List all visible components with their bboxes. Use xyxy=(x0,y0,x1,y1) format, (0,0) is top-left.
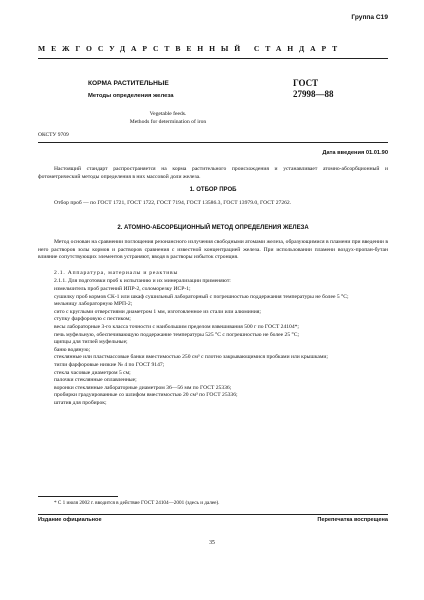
header-rule xyxy=(38,58,388,59)
subsection-intro: 2.1.1. Для подготовки проб к испытанию и их минерализации применяют: xyxy=(54,278,231,284)
list-item: стекла часовые диаметром 5 см; xyxy=(54,369,131,376)
list-item: пробирки градуированные со шлифом вместимостью 20 см³ по ГОСТ 25336; xyxy=(54,392,238,399)
okstu-code: ОКСТУ 9709 xyxy=(38,132,69,138)
section2-text: Метод основан на сравнении поглощения резонансного излучения свободными атомами железа, образующимися в пламени при введении в него растворов золы кормов и растворов сравнения с известной концентрацией железа. При использовании пламени воздух-пропан-бутан влияние сопутствующих элементов устраняют, вводя в растворы избыток стронция. xyxy=(38,239,388,261)
list-item: воронки стеклянные лабораторные диаметром 36—56 мм по ГОСТ 25336; xyxy=(54,384,232,391)
intro-paragraph: Настоящий стандарт распространяется на корма растительного происхождения и устанавливает атомно-абсорбционный и фотометрический методы определения в них массовой доли железа. xyxy=(38,166,388,180)
gost-label: ГОСТ xyxy=(293,78,319,88)
official-edition-label: Издание официальное xyxy=(38,517,102,523)
list-item: стеклянные или пластмассовые банки вместимостью 250 см³ с плотно закрывающимися пробками или крышками; xyxy=(54,354,328,361)
section1-text: Отбор проб — по ГОСТ 1721, ГОСТ 1722, ГОСТ 7194, ГОСТ 13586.3, ГОСТ 13979.0, ГОСТ 27262. xyxy=(54,200,292,206)
list-item: сушилку проб кормов СК-1 или шкаф сушильный лабораторный с погрешностью поддержания температуры не более 5 °С; xyxy=(54,293,349,300)
list-item: баню водяную; xyxy=(54,346,91,353)
equipment-list xyxy=(38,286,388,408)
list-item: печь муфельную, обеспечивающую поддержание температуры 525 °С с погрешностью не более 25 °С; xyxy=(54,331,300,338)
list-item: сито с круглыми отверстиями диаметром 1 мм, изготовленное из стали или алюминия; xyxy=(54,308,261,315)
title-block xyxy=(88,80,278,126)
english-title-line2: Methods for determination of iron xyxy=(129,118,207,125)
gost-code: 27998—88 xyxy=(293,89,334,99)
gost-number xyxy=(293,78,334,100)
list-item: мельницу лабораторную МРП-2; xyxy=(54,301,133,308)
reprint-prohibited-label: Перепечатка воспрещена xyxy=(317,517,388,523)
english-title-line1: Vegetable feeds. xyxy=(149,111,187,117)
footnote: * С 1 июля 2002 г. вводится в действие ГОСТ 24104—2001 (здесь и далее). xyxy=(54,500,220,506)
section1-heading: 1. ОТБОР ПРОБ xyxy=(189,187,237,193)
document-subtitle: Методы определения железа xyxy=(88,93,174,99)
group-code: Группа С19 xyxy=(351,14,388,21)
footnote-rule xyxy=(38,496,118,497)
subsection-heading: 2.1. Аппаратура, материалы и реактивы xyxy=(54,270,179,276)
footer-rule xyxy=(38,514,388,515)
interstate-standard-banner: МЕЖГОСУДАРСТВЕННЫЙ СТАНДАРТ xyxy=(38,44,344,53)
list-item: палочки стеклянные оплавленные; xyxy=(54,377,137,384)
list-item: тигли фарфоровые низкие № 4 по ГОСТ 9147; xyxy=(54,361,165,368)
list-item: весы лабораторные 3-го класса точности с наибольшим пределом взвешивания 500 г по ГОСТ 24104*; xyxy=(54,323,299,330)
document-title: КОРМА РАСТИТЕЛЬНЫЕ xyxy=(88,80,169,87)
title-rule xyxy=(38,142,388,143)
list-item: щипцы для тиглей муфельные; xyxy=(54,339,128,346)
list-item: штатив для пробирок; xyxy=(54,399,107,406)
list-item: измельчитель проб растений ИПР-2, соломорезку ИСР-1; xyxy=(54,286,191,292)
page-number: 35 xyxy=(209,540,215,546)
section2-heading: 2. АТОМНО-АБСОРБЦИОННЫЙ МЕТОД ОПРЕДЕЛЕНИЯ ЖЕЛЕЗА xyxy=(117,225,309,231)
list-item: ступку фарфоровую с пестиком; xyxy=(54,316,131,323)
introduction-date: Дата введения 01.01.90 xyxy=(322,150,388,156)
english-title xyxy=(88,111,248,126)
